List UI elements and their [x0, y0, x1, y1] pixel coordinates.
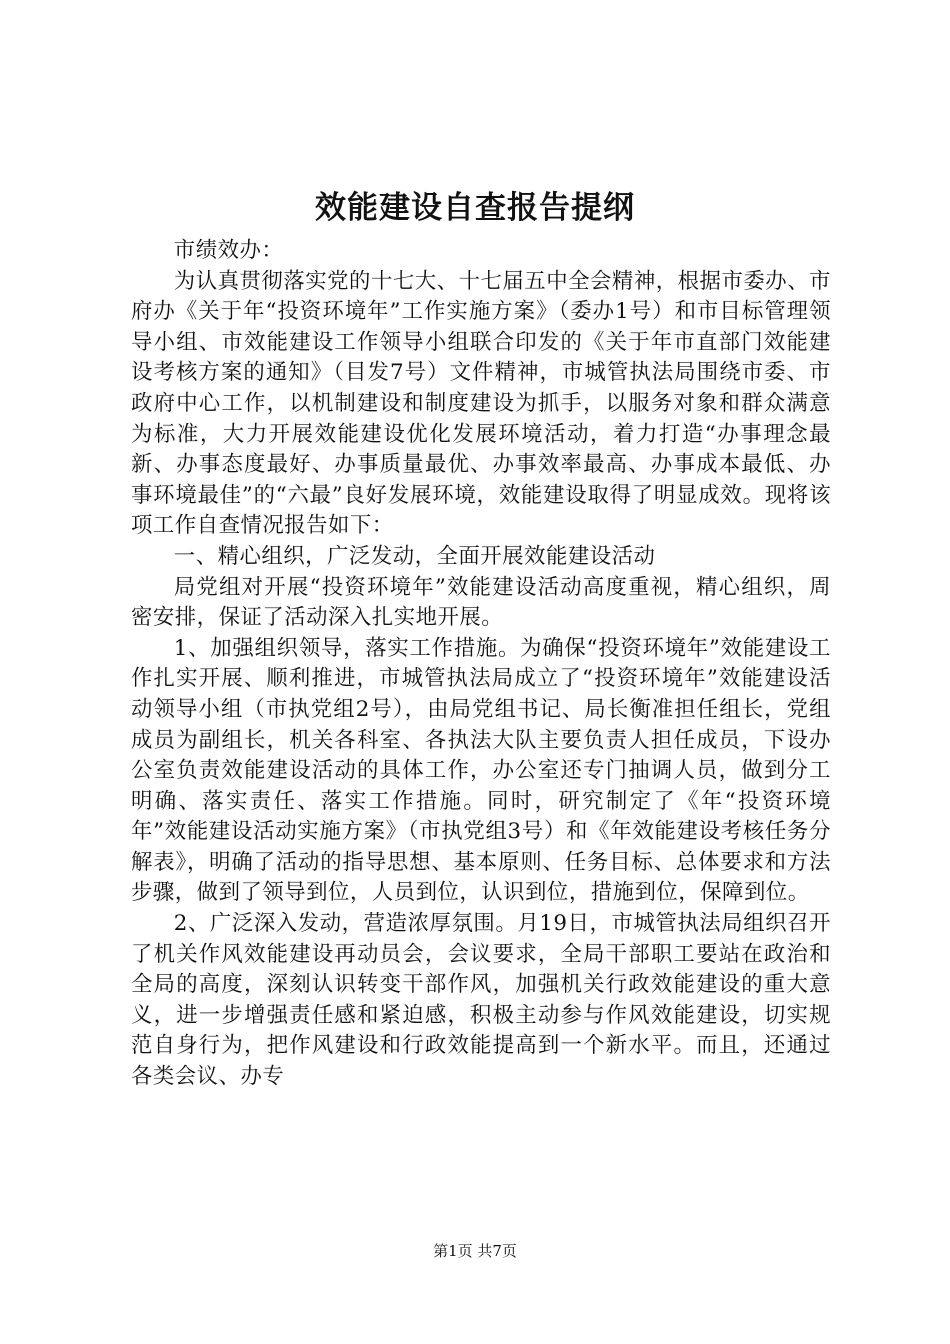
body-paragraph: 1、加强组织领导，落实工作措施。为确保“投资环境年”效能建设工作扎实开展、顺利推进，市城管执法局成立了“投资环境年”效能建设活动领导小组（市执党组2号），由局党组书记、局长衡准担任组长，党组成员为副组长，机关各科室、各执法大队主要负责人担任成员，下设办公室负责效能建设活动的具体工作，办公室还专门抽调人员，做到分工明确、落实责任、落实工作措施。同时，研究制定了《年“投资环境年”效能建设活动实施方案》（市执党组3号）和《年效能建设考核任务分解表》，明确了活动的指导思想、基本原则、任务目标、总体要求和方法步骤，做到了领导到位，人员到位，认识到位，措施到位，保障到位。: [131, 635, 831, 906]
document-body: [131, 236, 831, 1093]
body-paragraph: 局党组对开展“投资环境年”效能建设活动高度重视，精心组织，周密安排，保证了活动深入扎实地开展。: [131, 574, 831, 631]
document-title: 效能建设自查报告提纲: [315, 190, 635, 226]
section-heading: 一、精心组织，广泛发动，全面开展效能建设活动: [173, 543, 656, 569]
salutation-paragraph: 市绩效办：: [173, 238, 284, 263]
page-number-footer: 第1页 共7页: [433, 1242, 517, 1260]
body-paragraph: 2、广泛深入发动，营造浓厚氛围。月19日，市城管执法局组织召开了机关作风效能建设再动员会，会议要求，全局干部职工要站在政治和全局的高度，深刻认识转变干部作风，加强机关行政效能建设的重大意义，进一步增强责任感和紧迫感，积极主动参与作风效能建设，切实规范自身行为，把作风建设和行政效能提高到一个新水平。而且，还通过各类会议、办专: [131, 911, 831, 1090]
intro-paragraph: 为认真贯彻落实党的十七大、十七届五中全会精神，根据市委办、市府办《关于年“投资环境年”工作实施方案》（委办1号）和市目标管理领导小组、市效能建设工作领导小组联合印发的《关于年市直部门效能建设考核方案的通知》（目发7号）文件精神，市城管执法局围绕市委、市政府中心工作，以机制建设和制度建设为抓手，以服务对象和群众满意为标准，大力开展效能建设优化发展环境活动，着力打造“办事理念最新、办事态度最好、办事质量最优、办事效率最高、办事成本最低、办事环境最佳”的“六最”良好发展环境，效能建设取得了明显成效。现将该项工作自查情况报告如下：: [131, 268, 831, 539]
